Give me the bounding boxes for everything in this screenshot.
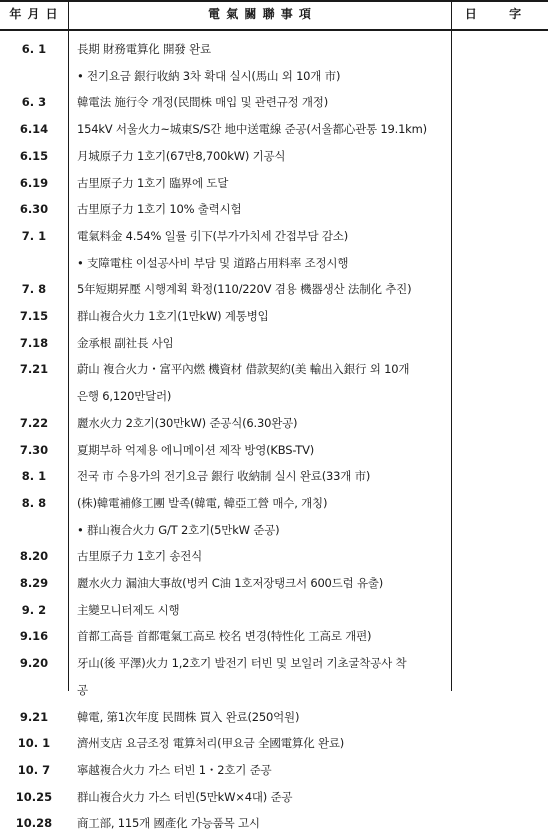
row-date: 8.20 (19, 549, 49, 564)
table-top-border (0, 0, 548, 2)
table-row (0, 116, 548, 143)
header-event-column: 電 氣 關 聯 事 項 (208, 7, 312, 21)
table-row (0, 330, 548, 357)
row-event-line: • 支障電柱 이설공사비 부담 및 道路占用料率 조정시행 (77, 255, 349, 270)
row-event-line: 商工部, 115개 國產化 가능품목 고시 (77, 816, 260, 831)
row-event-line: 首都工高를 首都電氣工高로 校名 변경(特性化 工高로 개편) (77, 629, 372, 644)
row-date: 8. 8 (21, 495, 47, 510)
table-row (0, 437, 548, 464)
row-event-line: 金承根 副社長 사임 (77, 335, 174, 350)
row-date: 7. 8 (21, 282, 47, 297)
table-row (0, 543, 548, 570)
table-row (0, 303, 548, 330)
row-event-line: 寧越複合火力 가스 터빈 1・2호기 준공 (77, 762, 272, 777)
row-event-line: 電氣料金 4.54% 일률 引下(부가가치세 간접부담 감소) (77, 228, 348, 243)
table-row (0, 784, 548, 811)
table-row (0, 223, 548, 276)
table-row (0, 463, 548, 490)
row-event-line: 群山複合火力 1호기(1만kW) 계통병입 (77, 309, 269, 323)
row-event-line: (株)韓電補修工團 발족(韓電, 韓亞工營 매수, 개칭) (77, 495, 328, 510)
row-date: 8. 1 (21, 469, 47, 484)
row-date: 10.28 (15, 816, 53, 831)
row-date: 9. 2 (21, 602, 47, 617)
row-date: 6.30 (19, 202, 49, 217)
row-event-line: 古里原子力 1호기 臨界에 도달 (77, 175, 229, 190)
row-event-line: 牙山(後 平澤)火力 1,2호기 발전기 터빈 및 보일러 기초굴착공사 착 (77, 656, 407, 671)
row-event-line: • 전기요금 銀行收納 3차 확대 실시(馬山 외 10개 市) (77, 68, 341, 83)
table-row (0, 89, 548, 116)
row-event-line: 154kV 서울火力~城東S/S간 地中送電線 준공(서울都心관통 19.1km) (77, 122, 427, 137)
table-row (0, 170, 548, 197)
row-event-line: 5年短期昇壓 시행계획 확정(110/220V 겸용 機器생산 法制化 추진) (77, 282, 412, 297)
table-row (0, 730, 548, 757)
row-event-line: 麗水火力 2호기(30만kW) 준공식(6.30완공) (77, 415, 298, 430)
row-date: 7.15 (19, 309, 49, 323)
table-row (0, 623, 548, 650)
table-row (0, 704, 548, 731)
row-date: 7. 1 (21, 228, 47, 243)
row-date: 10.25 (15, 789, 53, 804)
table-row (0, 810, 548, 837)
row-event-line: 古里原子力 1호기 송전식 (77, 549, 203, 564)
row-event-line: 韓電, 第1次年度 民間株 買入 완료(250억원) (77, 709, 300, 724)
table-row (0, 36, 548, 89)
row-date: 7.30 (19, 442, 49, 457)
table-row (0, 570, 548, 597)
row-date: 9.20 (19, 656, 49, 671)
row-event-line: 古里原子力 1호기 10% 출력시험 (77, 202, 242, 217)
table-row (0, 196, 548, 223)
row-date: 8.29 (19, 576, 49, 590)
row-date: 6.19 (19, 175, 49, 190)
row-event-line: 전국 市 수용가의 전기요금 銀行 收納制 실시 완료(33개 市) (77, 469, 371, 484)
row-event-line: • 群山複合火力 G/T 2호기(5만kW 준공) (77, 522, 280, 537)
table-row (0, 597, 548, 624)
row-event-line: 韓電法 施行令 개정(民間株 매입 및 관련규정 개정) (77, 95, 329, 110)
row-event-line: 은행 6,120만달러) (77, 389, 172, 404)
table-row (0, 650, 548, 703)
table-row (0, 757, 548, 784)
table-row (0, 356, 548, 409)
row-event-line: 群山複合火力 가스 터빈(5만kW×4대) 준공 (77, 789, 293, 804)
row-event-line: 공 (77, 682, 88, 697)
table-row (0, 276, 548, 303)
header-date-column: 年 月 日 (9, 7, 59, 21)
row-date: 10. 1 (17, 736, 51, 751)
row-date: 10. 7 (17, 762, 51, 777)
row-event-line: 長期 財務電算化 開發 완료 (77, 42, 211, 56)
row-date: 7.22 (19, 415, 49, 430)
table-row (0, 143, 548, 170)
row-event-line: 麗水火力 漏油大事故(벙커 C油 1호저장탱크서 600드럼 유출) (77, 576, 384, 590)
row-event-line: 夏期부하 억제용 에니메이션 제작 방영(KBS-TV) (77, 442, 315, 457)
row-date: 6. 3 (21, 95, 47, 110)
header-day-column: 日 字 (464, 7, 536, 21)
row-event-line: 蔚山 複合火力・富平內燃 機資材 借款契約(美 輸出入銀行 외 10개 (77, 362, 410, 377)
row-date: 6. 1 (21, 42, 47, 56)
row-date: 7.21 (19, 362, 49, 377)
row-date: 6.14 (19, 122, 49, 137)
row-date: 6.15 (19, 148, 49, 163)
row-event-line: 濟州支店 요금조정 電算처리(甲요금 全國電算化 완료) (77, 736, 345, 751)
table-row (0, 490, 548, 543)
row-event-line: 主變모니터제도 시행 (77, 602, 180, 617)
row-event-line: 月城原子力 1호기(67만8,700kW) 기공식 (77, 148, 286, 163)
row-date: 9.16 (19, 629, 49, 644)
table-row (0, 410, 548, 437)
row-date: 7.18 (19, 335, 49, 350)
row-date: 9.21 (19, 709, 49, 724)
header-bottom-border (0, 29, 548, 31)
